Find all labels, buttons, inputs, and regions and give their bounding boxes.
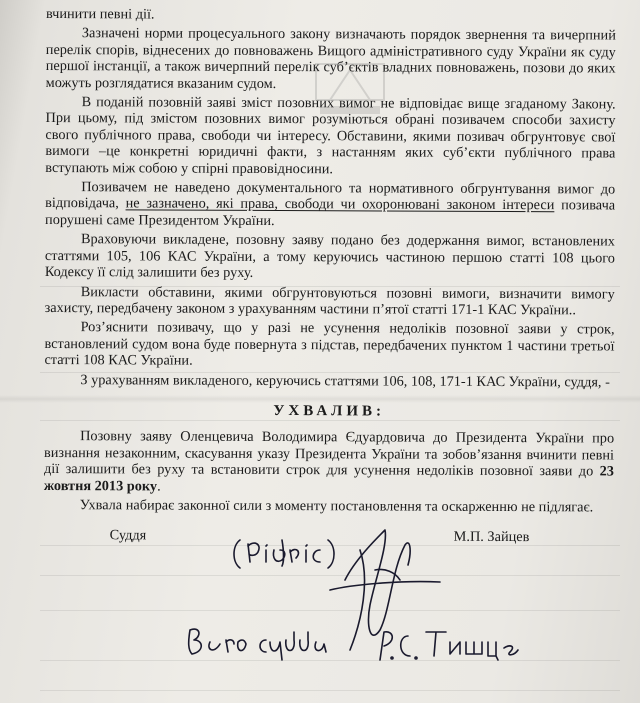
ruling-deadline: 23 жовтня 2013 року [43,463,615,495]
paragraph-jurisdiction: Зазначені норми процесуального закону визначають порядок звернення та вичерпний перелік спорів, віднесених до повноважень Вищого адміністративного суду України як суду першої інстанції, а також вичерпний перелік суб’єктів владних повноважень, позови до яких можуть розглядатися вказаним судом. [45,25,616,92]
justification-end: позивача порушені саме Президентом України. [45,197,616,229]
bleedthrough-line [40,286,620,287]
document-body [44,6,616,554]
judge-name: М.П. Зайцев [453,529,530,546]
paragraph-validity: Ухвала набирає законної сили з моменту постановлення та оскарженню не підлягає. [79,497,594,516]
paragraph-explanation: Роз’яснити позивачу, що у разі не усунення недоліків позовної заяви у строк, встановлений судом вона буде повернута з підстав, передбачених пунктом 1 частини третьої статті 108 КАС України. [44,319,615,369]
justification-start: Позивачем не наведено документального та нормативного обгрунтування вимог до відповідача, [45,179,616,212]
ruling-text: Позовну заяву Оленцевича Володимира Єдуардовича до Президента України про визнання незаконним, скасування указу Президента України та зобов’язання вчинити певні дії залишити без руху та встановити строк для усунення недоліків позовної заяви до [43,428,615,480]
paragraph-continuation: вчинити певні дії. [45,6,155,23]
bleedthrough-line [40,420,620,421]
paragraph-justification [45,179,615,231]
ruling-period: . [157,478,161,495]
paragraph-grounds: З урахуванням викладеного, керуючись статтями 106, 108, 171-1 КАС України, суддя, - [80,371,610,390]
bleedthrough-line [40,690,620,691]
paragraph-claims: В поданій позовній заяві зміст позовних вимог не відповідає вище згаданому Закону. При цьому, під змістом позовних вимог розуміються обрані позивачем способи захисту свого публічного права, свободи чи інтересу. Обставини, якими позивач обгрунтовує свої вимоги –це конкретні юридичні факти, з настанням яких суб’єкти публічного права вступають між собою у спірні правовідносини. [45,94,616,177]
ruling-heading: УХВАЛИВ: [273,402,386,420]
paragraph-conclusion: Враховуючи викладене, позовну заяву подано без додержання вимог, встановлених статтями 105, 106 КАС України, а тому керуючись частиною першою статті 108 цього Кодексу її слід залишити без руху. [44,231,616,282]
paragraph-instruction: Викласти обставини, якими обгрунтовуються позовні вимоги, визначити вимогу захисту, передбачену законом з урахуванням частини п’ятої статті 171-1 КАС України.. [44,283,615,319]
judge-label: Суддя [109,527,147,544]
handwritten-signature [170,510,530,670]
bleedthrough-line [40,372,620,373]
paragraph-ruling [44,428,614,496]
justification-underlined: не зазначено, які права, свободи чи охоронювані законом інтереси [125,195,555,214]
